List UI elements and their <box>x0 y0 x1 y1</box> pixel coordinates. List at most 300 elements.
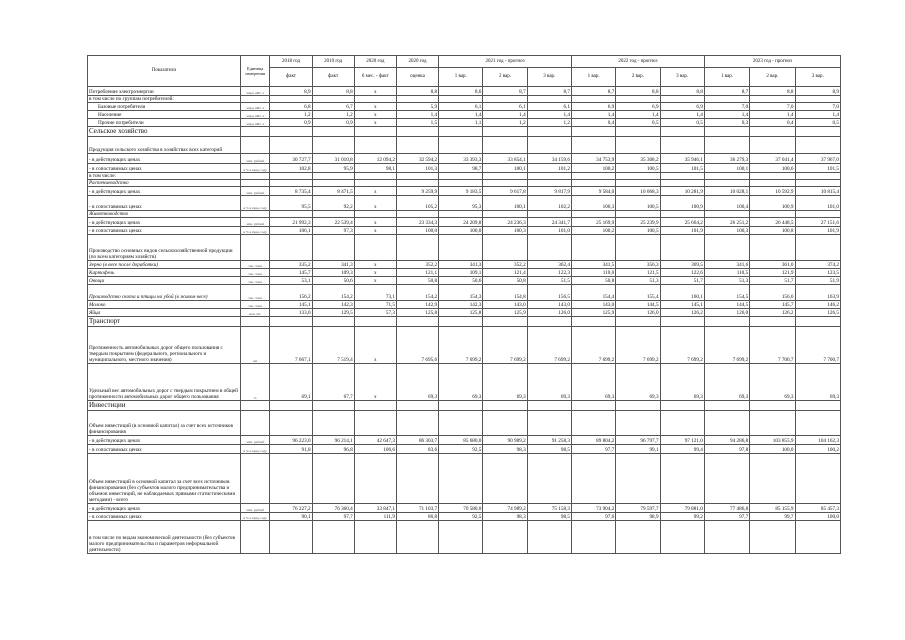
row-value <box>704 235 749 261</box>
row-value: x <box>354 119 396 127</box>
row-value <box>795 127 841 137</box>
forecast-table <box>87 55 841 554</box>
row-value: 24 209,8 <box>439 218 483 227</box>
row-value <box>312 211 354 218</box>
row-label: - в действующих ценах <box>88 436 241 445</box>
row-value: 106,1 <box>270 227 312 235</box>
row-value <box>483 411 527 436</box>
row-value: 121,4 <box>483 269 527 277</box>
row-value <box>396 454 438 504</box>
row-value <box>527 137 571 154</box>
row-unit <box>240 317 270 327</box>
row-value: 100,5 <box>616 196 660 211</box>
row-value <box>439 411 483 436</box>
row-value: 0,4 <box>571 119 615 127</box>
row-value: 1,4 <box>571 111 615 119</box>
row-value <box>439 173 483 180</box>
row-value: 73,1 <box>354 285 396 301</box>
row-value: 100,0 <box>795 513 841 521</box>
row-value: 142,9 <box>396 301 438 309</box>
row-value: 85 680,0 <box>439 436 483 445</box>
subheading-row <box>88 521 841 554</box>
row-value <box>483 211 527 218</box>
row-value <box>527 127 571 137</box>
table-row <box>88 187 841 196</box>
row-value <box>396 317 438 327</box>
row-value <box>312 317 354 327</box>
row-value <box>795 401 841 411</box>
row-value: 109,3 <box>312 269 354 277</box>
row-unit: в % к пред. году <box>240 445 270 454</box>
row-unit: млн. рублей <box>240 504 270 513</box>
row-value: 97,7 <box>312 513 354 521</box>
row-label: Объем инвестиций (в основной капитал) за счет всех источников финансирования <box>88 411 241 436</box>
row-value <box>660 401 704 411</box>
row-unit <box>240 454 270 504</box>
row-value: 37 967,0 <box>795 154 841 164</box>
row-value: 1,4 <box>527 111 571 119</box>
row-value: 33 393,3 <box>439 154 483 164</box>
row-label: - в сопоставимых ценах <box>88 513 241 521</box>
header-unit: Единица измерения <box>240 56 270 87</box>
row-value <box>704 401 749 411</box>
row-value <box>750 173 795 180</box>
row-value: 101,9 <box>660 227 704 235</box>
row-value: 35 946,1 <box>660 154 704 164</box>
row-value: 69,3 <box>616 364 660 401</box>
row-value: 126,0 <box>616 309 660 317</box>
header-year: 2020 год <box>396 56 438 68</box>
row-value <box>571 173 615 180</box>
row-value: 53,1 <box>270 277 312 285</box>
row-unit <box>240 173 270 180</box>
row-value <box>527 521 571 554</box>
row-value <box>483 173 527 180</box>
row-unit <box>240 411 270 436</box>
row-label: - в сопоставимых ценах <box>88 196 241 211</box>
row-value: 91 258,3 <box>527 436 571 445</box>
row-unit: млрд. кВт. ч <box>240 103 270 111</box>
row-value: 126,2 <box>660 309 704 317</box>
row-value: 103 855,9 <box>750 436 795 445</box>
row-value: 100,5 <box>616 164 660 173</box>
row-value <box>750 411 795 436</box>
row-value: 8,7 <box>571 87 615 96</box>
row-value: 30 727,7 <box>270 154 312 164</box>
row-value: 104 162,3 <box>795 436 841 445</box>
row-value <box>571 211 615 218</box>
row-value: 69,3 <box>704 364 749 401</box>
row-value <box>439 137 483 154</box>
row-value: 100,0 <box>750 445 795 454</box>
row-value: 352,2 <box>396 261 438 269</box>
row-value: 98,1 <box>354 164 396 173</box>
row-value: x <box>354 269 396 277</box>
row-value <box>616 454 660 504</box>
row-value: 1,2 <box>270 111 312 119</box>
row-value: 96,8 <box>312 445 354 454</box>
row-value: x <box>354 364 396 401</box>
row-unit: млрд. кВт. ч <box>240 111 270 119</box>
row-value <box>483 401 527 411</box>
header-year: 2022 год - прогноз <box>571 56 704 68</box>
table-row <box>88 164 841 173</box>
row-unit: млрд. кВт. ч <box>240 119 270 127</box>
row-value: 76 227,2 <box>270 504 312 513</box>
row-value: 369,5 <box>660 261 704 269</box>
row-unit: млн. рублей <box>240 436 270 445</box>
row-value <box>312 127 354 137</box>
row-label: - в действующих ценах <box>88 154 241 164</box>
row-value: 154,8 <box>483 285 527 301</box>
row-label: Прочие потребители <box>88 119 241 127</box>
row-value <box>571 411 615 436</box>
table-row <box>88 445 841 454</box>
row-value: 50,8 <box>571 277 615 285</box>
row-value: 99,2 <box>660 513 704 521</box>
row-unit <box>240 180 270 187</box>
row-value <box>270 137 312 154</box>
row-value: 100,3 <box>571 196 615 211</box>
table-row <box>88 218 841 227</box>
row-value <box>616 180 660 187</box>
row-value: 100,1 <box>483 196 527 211</box>
row-value: 10 281,9 <box>660 187 704 196</box>
row-label: Молоко <box>88 301 241 309</box>
row-value: x <box>354 196 396 211</box>
row-value <box>527 411 571 436</box>
row-value: 7,0 <box>704 103 749 111</box>
row-value: 335,2 <box>270 261 312 269</box>
row-value <box>354 96 396 103</box>
row-value <box>439 127 483 137</box>
row-value: 142,3 <box>312 301 354 309</box>
row-value: 8,8 <box>312 87 354 96</box>
row-value <box>270 180 312 187</box>
row-value <box>439 401 483 411</box>
row-value: 125,8 <box>439 309 483 317</box>
row-value <box>354 454 396 504</box>
row-value <box>704 173 749 180</box>
row-value: 155,4 <box>616 285 660 301</box>
row-unit: тыс. тонн <box>240 269 270 277</box>
row-value: 102,2 <box>527 196 571 211</box>
row-value: 98,9 <box>616 513 660 521</box>
row-value: 86,8 <box>396 513 438 521</box>
row-value <box>795 180 841 187</box>
row-value: 356,3 <box>616 261 660 269</box>
row-value: 51,7 <box>660 277 704 285</box>
row-value: 101,3 <box>396 164 438 173</box>
row-value <box>571 137 615 154</box>
row-label: - в сопоставимых ценах <box>88 445 241 454</box>
row-value: 1,4 <box>795 111 841 119</box>
row-value: 7,0 <box>795 103 841 111</box>
row-value: 129,5 <box>312 309 354 317</box>
row-value: 0,5 <box>616 119 660 127</box>
header-year: 2023 год - прогноз <box>704 56 840 68</box>
row-value <box>354 173 396 180</box>
row-value: 6,9 <box>616 103 660 111</box>
row-value <box>750 96 795 103</box>
row-value <box>312 96 354 103</box>
row-value <box>660 521 704 554</box>
row-value <box>396 235 438 261</box>
row-value: 7,0 <box>750 103 795 111</box>
row-value <box>354 411 396 436</box>
row-value: 8,8 <box>750 87 795 96</box>
row-value <box>527 401 571 411</box>
row-value: 1,2 <box>483 119 527 127</box>
row-label: - в действующих ценах <box>88 187 241 196</box>
row-value <box>704 454 749 504</box>
row-value <box>616 96 660 103</box>
row-value <box>660 411 704 436</box>
row-value <box>439 211 483 218</box>
header-sub: факт <box>270 68 312 87</box>
row-value: 6,8 <box>270 103 312 111</box>
row-unit: млрд. кВт. ч <box>240 87 270 96</box>
row-unit <box>240 137 270 154</box>
row-value: 122,6 <box>660 269 704 277</box>
row-value: 24 236,3 <box>483 218 527 227</box>
row-value <box>571 521 615 554</box>
row-value: 8,9 <box>795 87 841 96</box>
row-value: 24 341,7 <box>527 218 571 227</box>
row-value: 125,9 <box>571 309 615 317</box>
row-value <box>795 411 841 436</box>
row-label: Зерно (в весе после доработки) <box>88 261 241 269</box>
row-value <box>660 235 704 261</box>
row-value: 8,8 <box>396 87 438 96</box>
row-value <box>396 401 438 411</box>
row-value: 69,1 <box>270 364 312 401</box>
row-value: 8,9 <box>270 87 312 96</box>
row-label: Инвестиции <box>88 401 241 411</box>
row-label: Удельный вес автомобильных дорог с твердым покрытием в общей протяженности автомобильных дорог общего пользования <box>88 364 241 401</box>
row-value: 126,2 <box>750 309 795 317</box>
row-value <box>270 521 312 554</box>
row-value: 95,9 <box>312 164 354 173</box>
row-value <box>354 317 396 327</box>
row-value: 90,1 <box>270 513 312 521</box>
row-label: Потребление электроэнергии <box>88 87 241 96</box>
row-value: 12 094,2 <box>354 154 396 164</box>
row-value <box>527 96 571 103</box>
row-value: 122,3 <box>527 269 571 277</box>
table-row <box>88 504 841 513</box>
row-unit: тыс. тонн <box>240 277 270 285</box>
row-value: 100,9 <box>660 196 704 211</box>
row-value: 97,7 <box>571 445 615 454</box>
row-value: 7 699,2 <box>527 327 571 364</box>
row-value: 1,2 <box>527 119 571 127</box>
row-label: Население <box>88 111 241 119</box>
header-sub: 2 вар. <box>483 68 527 87</box>
row-value: 71 103,7 <box>396 504 438 513</box>
row-value: 9 817,9 <box>527 187 571 196</box>
row-value: 75 158,3 <box>527 504 571 513</box>
row-value: 0,9 <box>270 119 312 127</box>
row-value: x <box>354 327 396 364</box>
section-row <box>88 401 841 411</box>
row-value: 101,2 <box>527 164 571 173</box>
row-value: 8 471,5 <box>312 187 354 196</box>
row-value: 92,2 <box>312 196 354 211</box>
row-value: 126,0 <box>704 309 749 317</box>
row-value: 6,9 <box>660 103 704 111</box>
row-value <box>660 454 704 504</box>
table-row <box>88 285 841 301</box>
row-value: 69,3 <box>795 364 841 401</box>
row-label: - в действующих ценах <box>88 504 241 513</box>
row-value <box>616 317 660 327</box>
row-value <box>704 411 749 436</box>
header-year: 2019 год <box>312 56 354 68</box>
row-value: 100,1 <box>483 164 527 173</box>
row-unit: млн. рублей <box>240 187 270 196</box>
row-value <box>439 521 483 554</box>
row-value: 99,1 <box>616 445 660 454</box>
row-value <box>571 180 615 187</box>
row-value: 97,6 <box>571 513 615 521</box>
row-value: 67,7 <box>312 364 354 401</box>
subheading-row <box>88 137 841 154</box>
row-value: 125,9 <box>483 309 527 317</box>
row-value <box>270 96 312 103</box>
row-value: 7 699,2 <box>483 327 527 364</box>
row-value <box>750 454 795 504</box>
row-value <box>795 454 841 504</box>
header-year: 2018 год <box>270 56 312 68</box>
section-row <box>88 127 841 137</box>
row-value: 144,5 <box>704 301 749 309</box>
row-value: 42 647,3 <box>354 436 396 445</box>
row-value: 51,9 <box>795 277 841 285</box>
row-value: 89 804,2 <box>571 436 615 445</box>
row-value: 156,5 <box>527 285 571 301</box>
row-value: 7 699,2 <box>660 327 704 364</box>
table-row <box>88 119 841 127</box>
row-value: 74 989,2 <box>483 504 527 513</box>
table-row <box>88 87 841 96</box>
row-unit: млн. рублей <box>240 218 270 227</box>
row-value: 26 251,2 <box>704 218 749 227</box>
row-value <box>270 173 312 180</box>
row-value: 9 584,0 <box>571 187 615 196</box>
row-value: 110,0 <box>571 269 615 277</box>
row-value <box>660 173 704 180</box>
row-value: 10 068,3 <box>616 187 660 196</box>
row-value <box>396 137 438 154</box>
row-value: 8 735,4 <box>270 187 312 196</box>
row-value <box>527 235 571 261</box>
row-value: x <box>354 187 396 196</box>
row-unit <box>240 521 270 554</box>
row-value: 101,5 <box>795 164 841 173</box>
row-value: 98,3 <box>483 445 527 454</box>
row-label: в том числе по видам экономической деятельности (без субъектов малого предпринимательства и параметров неформальной деятельности) <box>88 521 241 554</box>
row-value: 92,5 <box>439 513 483 521</box>
row-value: 22 539,4 <box>312 218 354 227</box>
row-value <box>795 96 841 103</box>
row-value <box>704 180 749 187</box>
row-value: 156,6 <box>750 285 795 301</box>
row-value: 145,7 <box>270 269 312 277</box>
row-value <box>750 521 795 554</box>
row-value <box>795 521 841 554</box>
table-row <box>88 154 841 164</box>
row-value: 341,5 <box>571 261 615 269</box>
row-value <box>660 180 704 187</box>
row-value: 123,5 <box>795 269 841 277</box>
data-table-container <box>87 55 841 554</box>
row-value: 133,0 <box>270 309 312 317</box>
row-value <box>312 411 354 436</box>
row-value: 51,3 <box>616 277 660 285</box>
row-value: x <box>354 277 396 285</box>
row-value: 154,3 <box>439 285 483 301</box>
row-value: 23 334,3 <box>396 218 438 227</box>
row-unit: в % к пред. году <box>240 196 270 211</box>
row-value: 8,6 <box>439 87 483 96</box>
row-value: 100,6 <box>750 164 795 173</box>
row-value <box>396 173 438 180</box>
row-value: 50,8 <box>483 277 527 285</box>
row-value: 341,3 <box>312 261 354 269</box>
row-value: 126,5 <box>795 309 841 317</box>
row-value: 105,2 <box>396 196 438 211</box>
row-value: 21 992,3 <box>270 218 312 227</box>
row-value: 126,0 <box>527 309 571 317</box>
row-value: 125,8 <box>396 309 438 317</box>
row-value <box>571 96 615 103</box>
row-value: 1,4 <box>439 111 483 119</box>
row-value: 36 279,3 <box>704 154 749 164</box>
row-value <box>795 211 841 218</box>
row-value: 57,3 <box>354 309 396 317</box>
row-value <box>354 180 396 187</box>
row-value <box>483 137 527 154</box>
row-value: 71,5 <box>354 301 396 309</box>
row-value: 0,5 <box>795 119 841 127</box>
row-value: 0,4 <box>750 119 795 127</box>
row-value <box>750 211 795 218</box>
row-value: 121,1 <box>396 269 438 277</box>
table-row <box>88 227 841 235</box>
row-value: 91,8 <box>270 445 312 454</box>
header-sub: 2 вар. <box>750 68 795 87</box>
subheading-row <box>88 454 841 504</box>
subheading-row <box>88 96 841 103</box>
row-value: 100,3 <box>704 227 749 235</box>
row-value: 98,3 <box>483 513 527 521</box>
row-label: - в сопоставимых ценах <box>88 227 241 235</box>
row-value <box>704 137 749 154</box>
row-label: Животноводство <box>88 211 241 218</box>
row-value <box>660 317 704 327</box>
row-value: 100,2 <box>571 164 615 173</box>
row-value: 50,6 <box>439 277 483 285</box>
row-value: 341,3 <box>439 261 483 269</box>
header-sub: 2 вар. <box>616 68 660 87</box>
row-value <box>270 235 312 261</box>
row-value <box>795 235 841 261</box>
row-value <box>616 401 660 411</box>
row-value: 374,2 <box>795 261 841 269</box>
row-value <box>704 317 749 327</box>
row-value <box>571 235 615 261</box>
